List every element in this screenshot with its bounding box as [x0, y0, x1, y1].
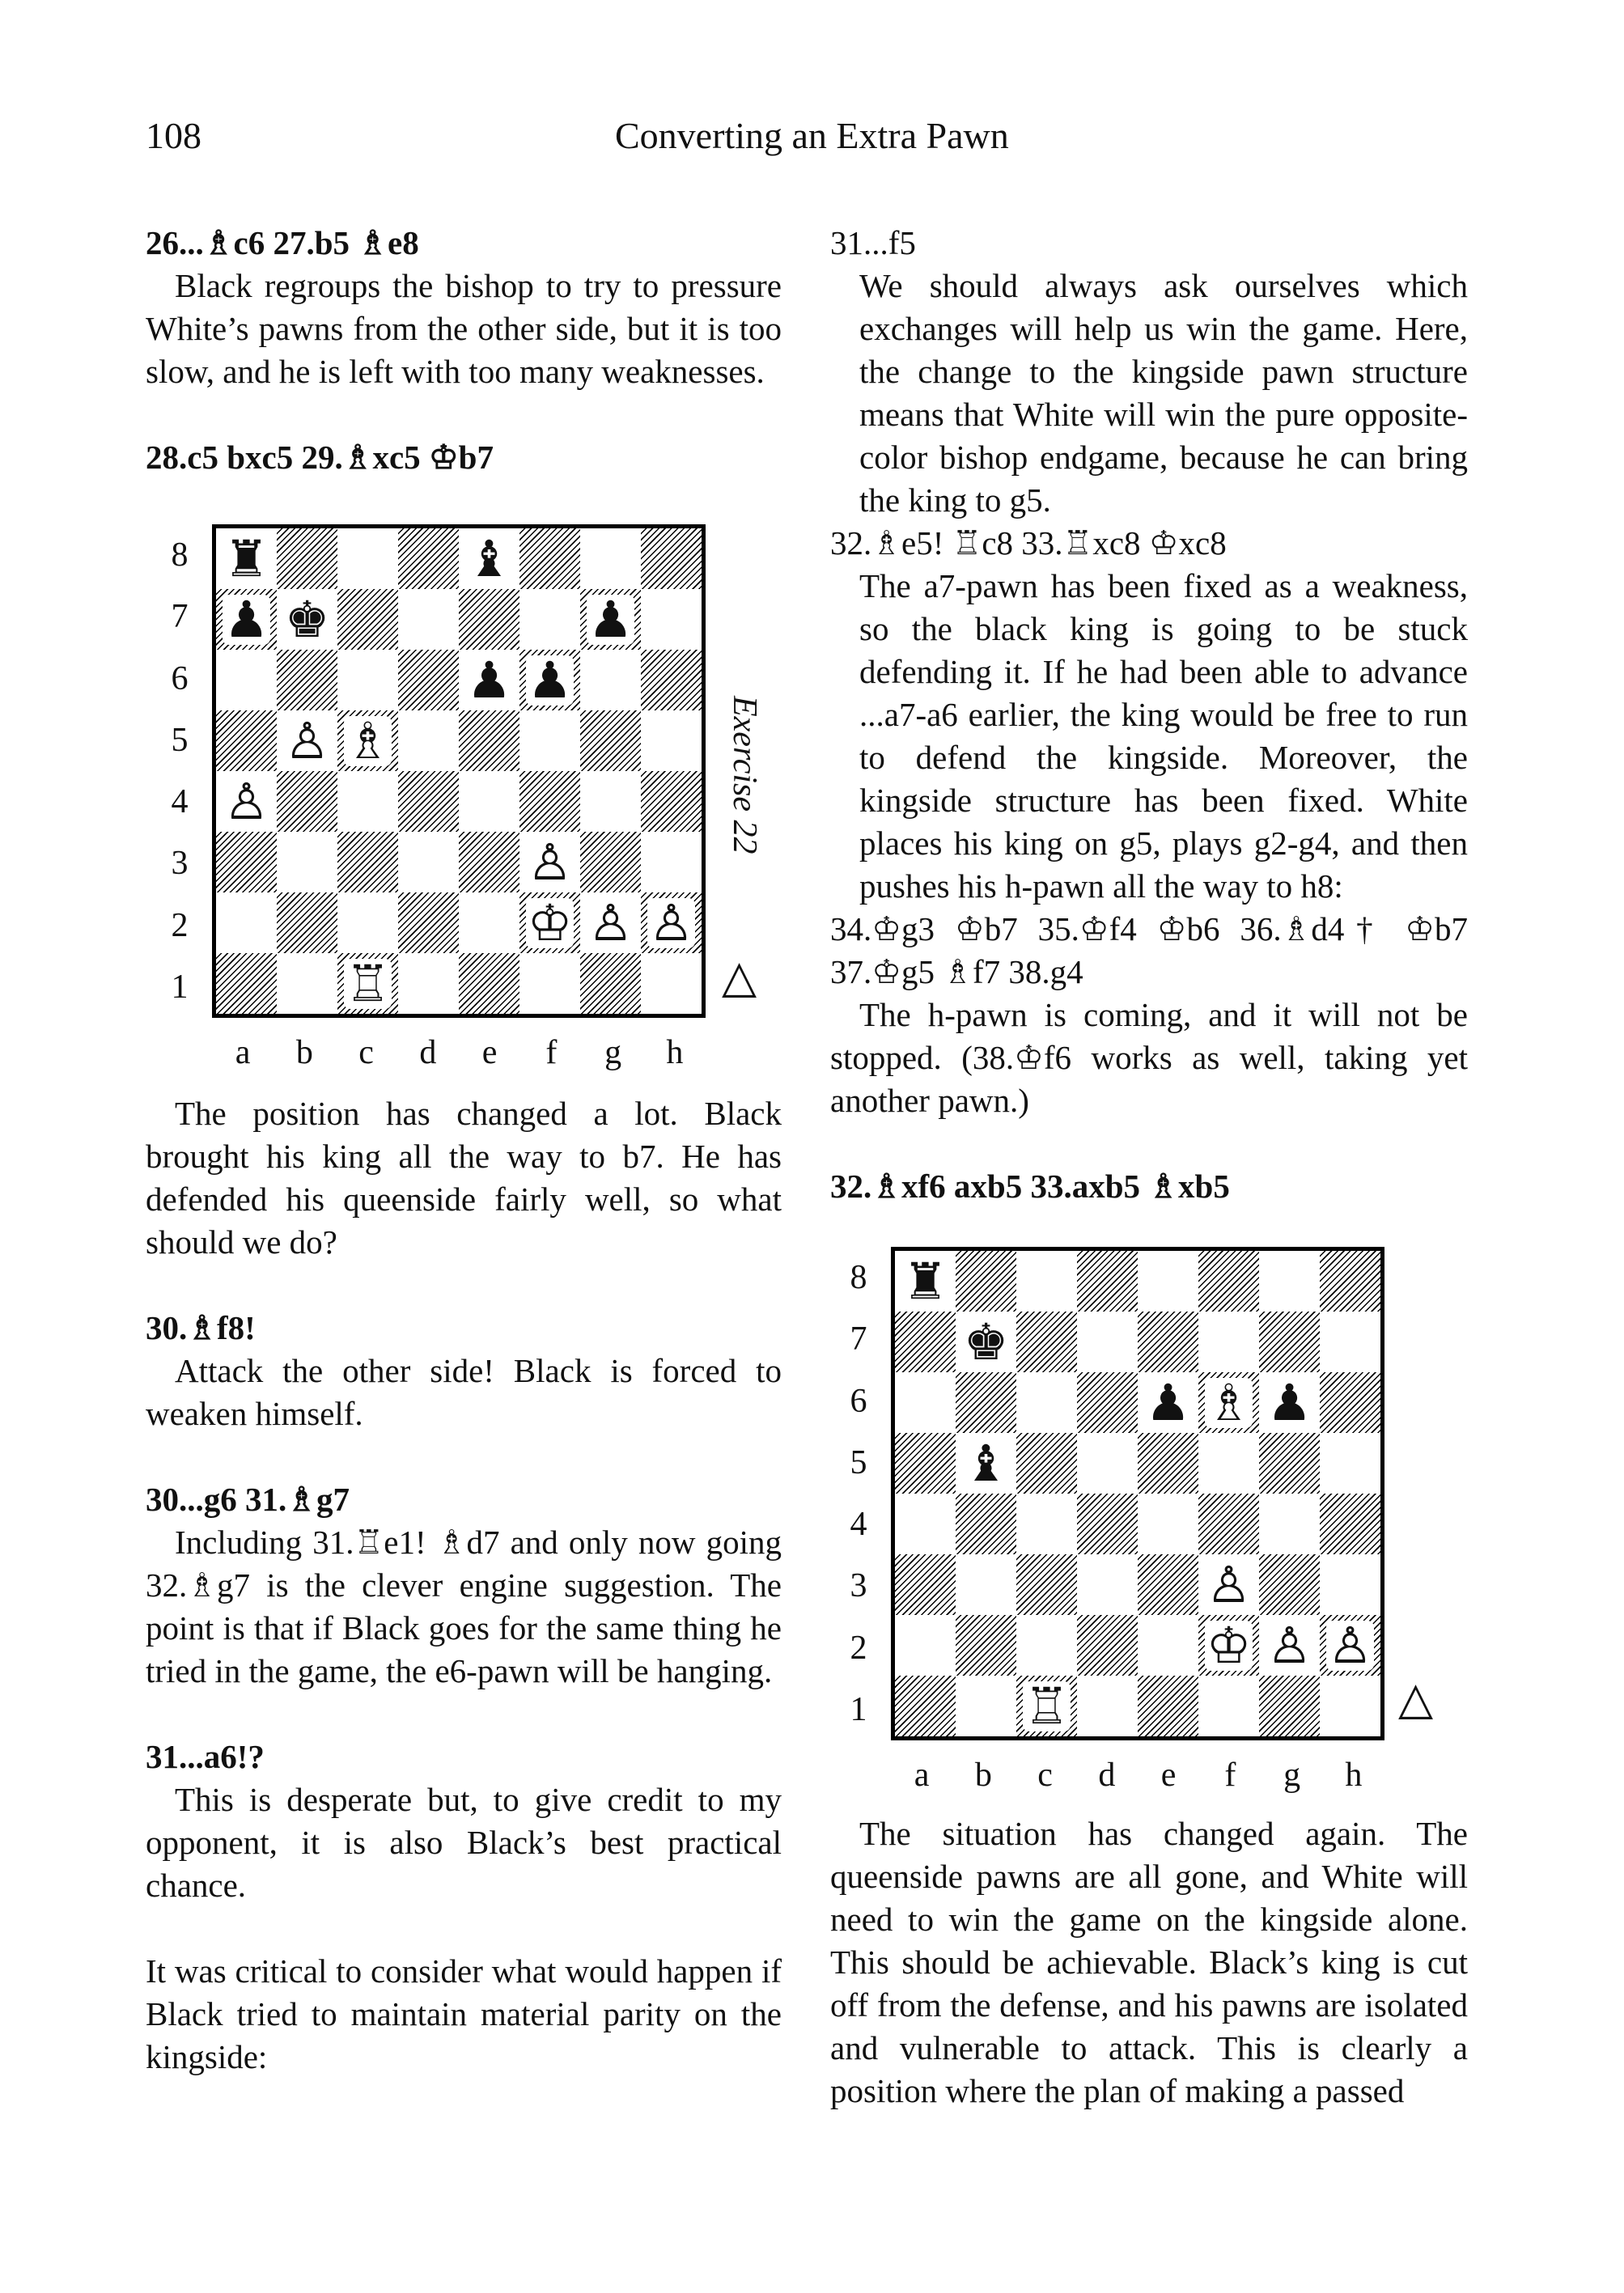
square-h1	[641, 953, 702, 1014]
square-a3	[895, 1554, 956, 1615]
square-g2	[1259, 1615, 1320, 1676]
variation-31-f5: 31...f5	[830, 224, 916, 261]
square-g2	[580, 892, 641, 953]
chess-piece-icon: ♔	[1206, 1615, 1252, 1675]
file-label: d	[1098, 1757, 1116, 1794]
square-h7	[641, 589, 702, 650]
chess-piece-icon: ♖	[345, 953, 391, 1013]
square-c6	[337, 650, 398, 710]
square-c5	[337, 710, 398, 771]
file-label: b	[295, 1034, 313, 1071]
square-g3	[1259, 1554, 1320, 1615]
file-label: e	[481, 1034, 498, 1071]
square-e4	[459, 771, 519, 832]
square-b8	[277, 528, 337, 589]
chess-piece-icon: ♙	[223, 771, 269, 831]
square-g6	[580, 650, 641, 710]
chess-piece-icon: ♝	[466, 528, 512, 588]
square-g4	[1259, 1494, 1320, 1554]
square-c4	[1016, 1494, 1077, 1554]
file-label: g	[604, 1034, 622, 1071]
square-f3	[519, 832, 580, 892]
page-number: 108	[146, 115, 201, 156]
rank-label: 8	[850, 1259, 867, 1297]
square-a5	[895, 1433, 956, 1494]
chess-piece-icon: ♙	[648, 892, 694, 952]
move-26-27: 26...♗c6 27.b5 ♗e8	[146, 224, 419, 261]
variation-34-38: 34.♔g3 ♔b7 35.♔f4 ♔b6 36.♗d4† ♔b7 37.♔g5 ♗f7 38.g4	[830, 910, 1468, 990]
move-31: 31...a6!?	[146, 1738, 265, 1775]
left-column-bottom	[146, 1092, 782, 2079]
chessboard-2	[891, 1247, 1384, 1740]
variation-comment: The h-pawn is coming, and it will not be stopped. (38.♔f6 works as well, taking yet another pawn.)	[830, 996, 1468, 1119]
chess-piece-icon: ♙	[1206, 1554, 1252, 1614]
chess-piece-icon: ♙	[1327, 1615, 1373, 1675]
move-30: 30.♗f8!	[146, 1309, 256, 1346]
chess-piece-icon: ♚	[963, 1312, 1009, 1371]
square-d4	[398, 771, 459, 832]
chess-piece-icon: ♜	[223, 528, 269, 588]
left-column-top	[146, 222, 782, 479]
square-h3	[1320, 1554, 1380, 1615]
square-f1	[519, 953, 580, 1014]
square-e8	[459, 528, 519, 589]
rank-label: 3	[171, 845, 189, 883]
file-label: b	[974, 1757, 992, 1794]
rank-label: 6	[171, 659, 189, 697]
square-c5	[1016, 1433, 1077, 1494]
rank-label: 7	[171, 598, 189, 636]
square-h4	[1320, 1494, 1380, 1554]
rank-label: 4	[850, 1506, 867, 1544]
square-a4	[216, 771, 277, 832]
file-label: h	[666, 1034, 684, 1071]
chess-piece-icon: ♗	[345, 710, 391, 770]
square-a1	[895, 1676, 956, 1736]
square-c1	[1016, 1676, 1077, 1736]
square-h3	[641, 832, 702, 892]
square-b5	[277, 710, 337, 771]
chess-piece-icon: ♔	[527, 892, 573, 952]
square-b6	[956, 1372, 1016, 1433]
square-f4	[1198, 1494, 1259, 1554]
square-d8	[398, 528, 459, 589]
square-g3	[580, 832, 641, 892]
square-f2	[1198, 1615, 1259, 1676]
square-g4	[580, 771, 641, 832]
square-e7	[459, 589, 519, 650]
square-d3	[1077, 1554, 1138, 1615]
square-d7	[1077, 1312, 1138, 1372]
file-label: h	[1345, 1757, 1363, 1794]
square-c7	[337, 589, 398, 650]
square-a3	[216, 832, 277, 892]
square-e1	[1138, 1676, 1198, 1736]
square-a6	[216, 650, 277, 710]
square-h5	[1320, 1433, 1380, 1494]
square-c7	[1016, 1312, 1077, 1372]
square-a4	[895, 1494, 956, 1554]
rank-label: 4	[171, 783, 189, 821]
paragraph: Black regroups the bishop to try to pressure White’s pawns from the other side, but it is too slow, and he is left with too many weaknesses.	[146, 267, 782, 390]
chess-piece-icon: ♗	[1206, 1372, 1252, 1432]
rank-label: 2	[171, 906, 189, 944]
chess-piece-icon: ♙	[284, 710, 330, 770]
square-c3	[337, 832, 398, 892]
square-b4	[277, 771, 337, 832]
paragraph: The position has changed a lot. Black brought his king all the way to b7. He has defended his queenside fairly well, so what should we do?	[146, 1095, 782, 1261]
square-c6	[1016, 1372, 1077, 1433]
square-h5	[641, 710, 702, 771]
exercise-label: Exercise 22	[726, 696, 763, 854]
chess-piece-icon: ♟	[527, 650, 573, 710]
square-b6	[277, 650, 337, 710]
square-b3	[956, 1554, 1016, 1615]
square-a2	[895, 1615, 956, 1676]
rank-label: 5	[171, 721, 189, 759]
white-to-move-triangle-icon: △	[1398, 1672, 1434, 1725]
square-b5	[956, 1433, 1016, 1494]
square-d8	[1077, 1251, 1138, 1312]
square-b2	[277, 892, 337, 953]
variation-comment: We should always ask ourselves which exchanges will help us win the game. Here, the change to the kingside pawn structure means that White will win the pure opposite-color bishop endgame, because he can bring the king to g5.	[859, 267, 1468, 519]
square-b1	[956, 1676, 1016, 1736]
paragraph: The situation has changed again. The queenside pawns are all gone, and White will need to win the game on the kingside alone. This should be achievable. Black’s king is cut off from the defense, and his pawns are isolated and vulnerable to attack. This is clearly a position where the plan of making a passed	[830, 1815, 1468, 2109]
file-label: f	[1224, 1757, 1236, 1794]
chess-piece-icon: ♙	[587, 892, 634, 952]
square-e3	[459, 832, 519, 892]
square-e5	[1138, 1433, 1198, 1494]
square-e7	[1138, 1312, 1198, 1372]
square-b4	[956, 1494, 1016, 1554]
square-c2	[337, 892, 398, 953]
square-e1	[459, 953, 519, 1014]
square-g5	[580, 710, 641, 771]
file-label: c	[1037, 1757, 1053, 1794]
square-f8	[519, 528, 580, 589]
square-d5	[398, 710, 459, 771]
square-b7	[956, 1312, 1016, 1372]
chess-piece-icon: ♟	[466, 650, 512, 710]
square-f5	[1198, 1433, 1259, 1494]
rank-label: 6	[850, 1382, 867, 1420]
square-h8	[1320, 1251, 1380, 1312]
square-d1	[1077, 1676, 1138, 1736]
file-label: a	[235, 1034, 251, 1071]
chapter-title: Converting an Extra Pawn	[615, 115, 1009, 156]
chess-piece-icon: ♟	[1266, 1372, 1312, 1432]
square-h2	[1320, 1615, 1380, 1676]
chessboard-1	[212, 524, 706, 1018]
square-c3	[1016, 1554, 1077, 1615]
square-g8	[1259, 1251, 1320, 1312]
square-h6	[1320, 1372, 1380, 1433]
rank-label: 5	[850, 1443, 867, 1481]
square-e3	[1138, 1554, 1198, 1615]
square-h7	[1320, 1312, 1380, 1372]
square-d2	[1077, 1615, 1138, 1676]
paragraph: Attack the other side! Black is forced to weaken himself.	[146, 1352, 782, 1432]
square-b8	[956, 1251, 1016, 1312]
chess-piece-icon: ♚	[284, 589, 330, 649]
square-e4	[1138, 1494, 1198, 1554]
square-d5	[1077, 1433, 1138, 1494]
paragraph: It was critical to consider what would happen if Black tried to maintain material parity on the kingside:	[146, 1952, 782, 2075]
square-c2	[1016, 1615, 1077, 1676]
chess-piece-icon: ♟	[223, 589, 269, 649]
square-e6	[1138, 1372, 1198, 1433]
square-d6	[398, 650, 459, 710]
square-a8	[216, 528, 277, 589]
square-f7	[1198, 1312, 1259, 1372]
square-c8	[337, 528, 398, 589]
square-d1	[398, 953, 459, 1014]
square-b7	[277, 589, 337, 650]
square-f3	[1198, 1554, 1259, 1615]
square-h1	[1320, 1676, 1380, 1736]
square-f4	[519, 771, 580, 832]
square-c1	[337, 953, 398, 1014]
square-g1	[580, 953, 641, 1014]
square-g7	[580, 589, 641, 650]
chess-piece-icon: ♙	[527, 832, 573, 892]
square-f2	[519, 892, 580, 953]
move-30-31: 30...g6 31.♗g7	[146, 1481, 350, 1518]
chess-piece-icon: ♝	[963, 1433, 1009, 1493]
square-f5	[519, 710, 580, 771]
square-e2	[459, 892, 519, 953]
square-c4	[337, 771, 398, 832]
chess-piece-icon: ♟	[1145, 1372, 1191, 1432]
file-label: g	[1283, 1757, 1301, 1794]
right-column-bottom	[830, 1812, 1468, 2113]
square-a7	[216, 589, 277, 650]
chess-piece-icon: ♟	[587, 589, 634, 649]
square-a1	[216, 953, 277, 1014]
square-f8	[1198, 1251, 1259, 1312]
square-g8	[580, 528, 641, 589]
square-f1	[1198, 1676, 1259, 1736]
square-f7	[519, 589, 580, 650]
square-a8	[895, 1251, 956, 1312]
square-a5	[216, 710, 277, 771]
square-d3	[398, 832, 459, 892]
square-d2	[398, 892, 459, 953]
square-e5	[459, 710, 519, 771]
square-b3	[277, 832, 337, 892]
rank-label: 2	[850, 1629, 867, 1667]
variation-comment: The a7-pawn has been fixed as a weakness, so the black king is going to be stuck defending it. If he had been able to advance ...a7-a6 earlier, the king would be free to run to defend the kingside. Moreover, the kingside structure has been fixed. White places his king on g5, plays g2-g4, and then pushes his h-pawn all the way to h8:	[859, 567, 1468, 905]
file-label: c	[358, 1034, 374, 1071]
square-d6	[1077, 1372, 1138, 1433]
square-d4	[1077, 1494, 1138, 1554]
square-a7	[895, 1312, 956, 1372]
square-a6	[895, 1372, 956, 1433]
paragraph: Including 31.♖e1! ♗d7 and only now going 32.♗g7 is the clever engine suggestion. The point is that if Black goes for the same thing he tried in the game, the e6-pawn will be hanging.	[146, 1524, 782, 1689]
white-to-move-triangle-icon: △	[722, 951, 757, 1003]
square-b2	[956, 1615, 1016, 1676]
square-h6	[641, 650, 702, 710]
rank-label: 1	[171, 968, 189, 1006]
file-label: f	[545, 1034, 558, 1071]
square-g7	[1259, 1312, 1320, 1372]
square-f6	[1198, 1372, 1259, 1433]
rank-label: 7	[850, 1320, 867, 1358]
square-b1	[277, 953, 337, 1014]
file-label: e	[1160, 1757, 1177, 1794]
square-e2	[1138, 1615, 1198, 1676]
square-h4	[641, 771, 702, 832]
chess-piece-icon: ♖	[1024, 1676, 1070, 1736]
square-h8	[641, 528, 702, 589]
move-32-33: 32.♗xf6 axb5 33.axb5 ♗xb5	[830, 1168, 1230, 1205]
chess-piece-icon: ♜	[902, 1251, 948, 1311]
square-g6	[1259, 1372, 1320, 1433]
square-a2	[216, 892, 277, 953]
square-e8	[1138, 1251, 1198, 1312]
chess-piece-icon: ♙	[1266, 1615, 1312, 1675]
file-label: a	[914, 1757, 930, 1794]
square-g5	[1259, 1433, 1320, 1494]
square-f6	[519, 650, 580, 710]
square-e6	[459, 650, 519, 710]
square-g1	[1259, 1676, 1320, 1736]
file-label: d	[419, 1034, 437, 1071]
variation-32-33: 32.♗e5! ♖c8 33.♖xc8 ♔xc8	[830, 524, 1227, 562]
square-h2	[641, 892, 702, 953]
move-28-29: 28.c5 bxc5 29.♗xc5 ♔b7	[146, 439, 494, 476]
square-d7	[398, 589, 459, 650]
rank-label: 3	[850, 1567, 867, 1605]
square-c8	[1016, 1251, 1077, 1312]
paragraph: This is desperate but, to give credit to my opponent, it is also Black’s best practical chance.	[146, 1781, 782, 1904]
right-column-top	[830, 222, 1468, 1208]
rank-label: 8	[171, 536, 189, 574]
rank-label: 1	[850, 1690, 867, 1728]
